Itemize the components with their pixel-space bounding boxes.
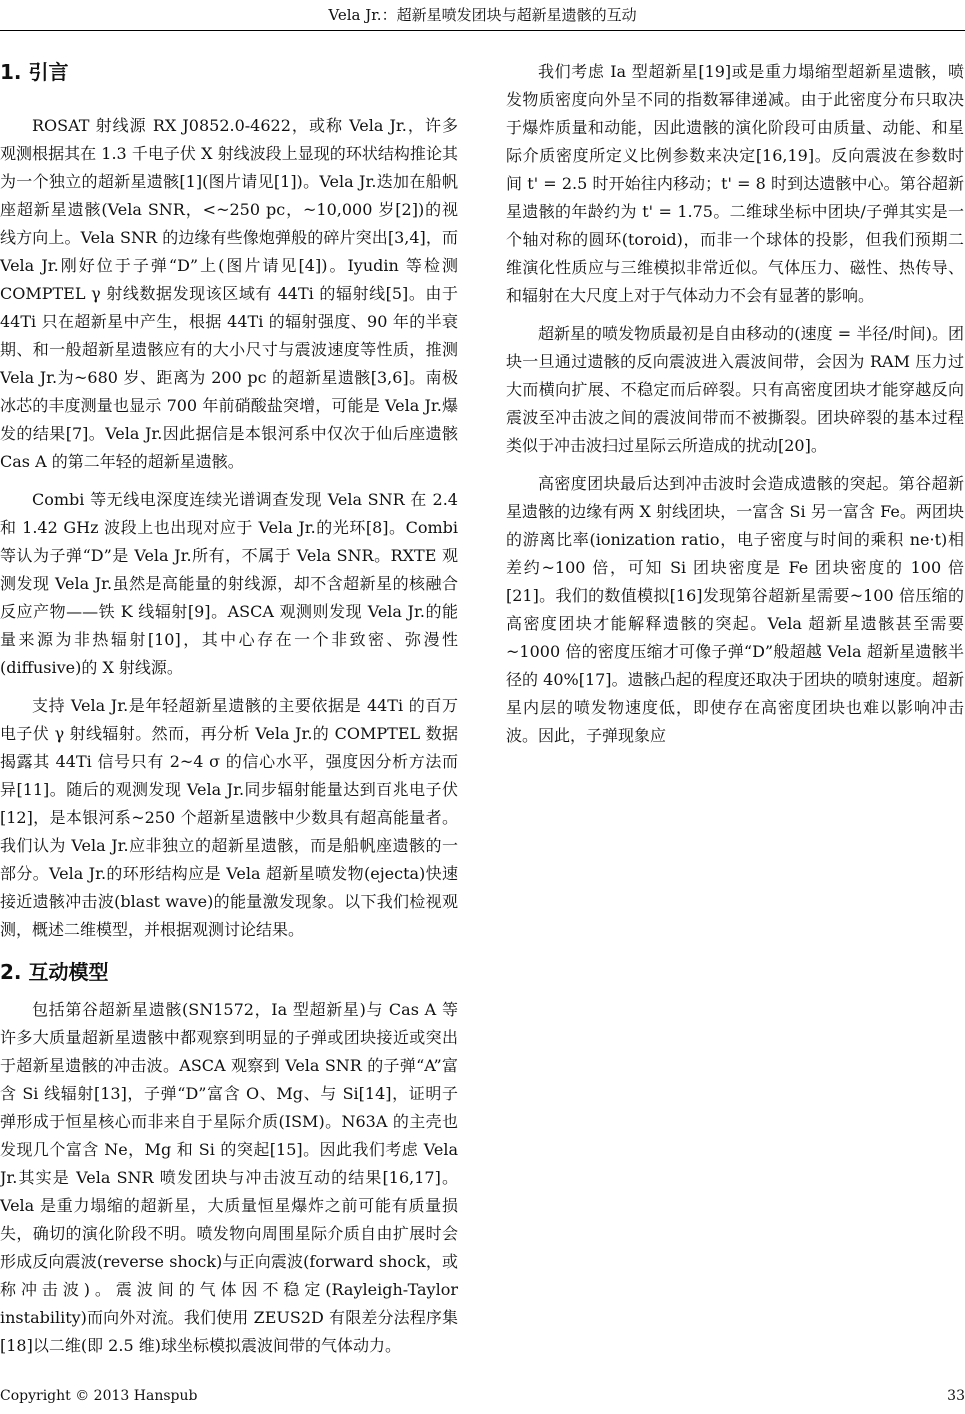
paragraph: 高密度团块最后达到冲击波时会造成遗骸的突起。第谷超新星遗骸的边缘有两 X 射线团块，一富含 Si 另一富含 Fe。两团块的游离比率(ionization ratio，电子密度与时间的乘积 ne·t)相差约~100 倍，可知 Si 团块密度是 Fe 团块密度的 100 倍[21]。我们的数值模拟[16]发现第谷超新星需要~100 倍压缩的高密度团块才能解释遗骸的突起。Vela 超新星遗骸甚至需要~1000 倍的密度压缩才可像子弹“D”般超越 Vela 超新星遗骸半径的 40%[17]。遗骸凸起的程度还取决于团块的喷射速度。超新星内层的喷发物速度低，即使存在高密度团块也难以影响冲击波。因此，子弹现象应 [506, 474, 964, 745]
left-column [0, 58, 458, 1360]
copyright-notice: Copyright © 2013 Hanspub [0, 1388, 198, 1404]
section-2-heading: 2. 互动模型 [0, 960, 109, 984]
paragraph: Combi 等无线电深度连续光谱调查发现 Vela SNR 在 2.4 和 1.42 GHz 波段上也出现对应于 Vela Jr.的光环[8]。Combi 等认为子弹“D”是 Vela Jr.所有，不属于 Vela SNR。RXTE 观测发现 Vela Jr.虽然是高能量的射线源，却不含超新星的核融合反应产物——铁 K 线辐射[9]。ASCA 观测则发现 Vela Jr.的能量来源为非热辐射[10]，其中心存在一个非致密、弥漫性(diffusive)的 X 射线源。 [0, 490, 458, 677]
section-1-heading: 1. 引言 [0, 60, 69, 84]
paragraph: 包括第谷超新星遗骸(SN1572，Ia 型超新星)与 Cas A 等许多大质量超新星遗骸中都观察到明显的子弹或团块接近或突出于超新星遗骸的冲击波。ASCA 观察到 Vela SNR 的子弹“A”富含 Si 线辐射[13]，子弹“D”富含 O、Mg、与 Si[14]，证明子弹形成于恒星核心而非来自于星际介质(ISM)。N63A 的主壳也发现几个富含 Ne，Mg 和 Si 的突起[15]。因此我们考虑 Vela Jr.其实是 Vela SNR 喷发团块与冲击波互动的结果[16,17]。Vela 是重力塌缩的超新星，大质量恒星爆炸之前可能有质量损失，确切的演化阶段不明。喷发物向周围星际介质自由扩展时会形成反向震波(reverse shock)与正向震波(forward shock，或称冲击波)。震波间的气体因不稳定(Rayleigh-Taylor instability)而向外对流。我们使用 ZEUS2D 有限差分法程序集[18]以二维(即 2.5 维)球坐标模拟震波间带的气体动力。 [0, 1000, 458, 1355]
paragraph: 超新星的喷发物质最初是自由移动的(速度 = 半径/时间)。团块一旦通过遗骸的反向震波进入震波间带，会因为 RAM 压力过大而横向扩展、不稳定而后碎裂。只有高密度团块才能穿越反向震波至冲击波之间的震波间带而不被撕裂。团块碎裂的基本过程类似于冲击波扫过星际云所造成的扰动[20]。 [506, 324, 964, 455]
header-divider [0, 30, 965, 31]
paragraph: 我们考虑 Ia 型超新星[19]或是重力塌缩型超新星遗骸，喷发物质密度向外呈不同的指数幂律递减。由于此密度分布只取决于爆炸质量和动能，因此遗骸的演化阶段可由质量、动能、和星际介质密度所定义比例参数来决定[16,19]。反向震波在参数时间 t' = 2.5 时开始往内移动；t' = 8 时到达遗骸中心。第谷超新星遗骸的年龄约为 t' = 1.75。二维球坐标中团块/子弹其实是一个轴对称的圆环(toroid)，而非一个球体的投影，但我们预期二维演化性质应与三维模拟非常近似。气体压力、磁性、热传导、和辐射在大尺度上对于气体动力不会有显著的影响。 [506, 62, 964, 305]
right-column [506, 58, 964, 750]
running-header: Vela Jr.：超新星喷发团块与超新星遗骸的互动 [328, 6, 637, 24]
paragraph: ROSAT 射线源 RX J0852.0-4622，或称 Vela Jr.，许多观测根据其在 1.3 千电子伏 X 射线波段上显现的环状结构推论其为一个独立的超新星遗骸[1](图片请见[1])。Vela Jr.迭加在船帆座超新星遗骸(Vela SNR，<~250 pc，~10,000 岁[2])的视线方向上。Vela SNR 的边缘有些像炮弹般的碎片突出[3,4]，而 Vela Jr.刚好位于子弹“D”上(图片请见[4])。Iyudin 等检测 COMPTEL γ 射线数据发现该区域有 44Ti 的辐射线[5]。由于 44Ti 只在超新星中产生，根据 44Ti 的辐射强度、90 年的半衰期、和一般超新星遗骸应有的大小尺寸与震波速度等性质，推测 Vela Jr.为~680 岁、距离为 200 pc 的超新星遗骸[3,6]。南极冰芯的丰度测量也显示 700 年前硝酸盐突增，可能是 Vela Jr.爆发的结果[7]。Vela Jr.因此据信是本银河系中仅次于仙后座遗骸 Cas A 的第二年轻的超新星遗骸。 [0, 116, 458, 471]
page-number: 33 [947, 1388, 965, 1404]
paragraph: 支持 Vela Jr.是年轻超新星遗骸的主要依据是 44Ti 的百万电子伏 γ 射线辐射。然而，再分析 Vela Jr.的 COMPTEL 数据揭露其 44Ti 信号只有 2~4 σ 的信心水平，强度因分析方法而异[11]。随后的观测发现 Vela Jr.同步辐射能量达到百兆电子伏[12]，是本银河系~250 个超新星遗骸中少数具有超高能量者。我们认为 Vela Jr.应非独立的超新星遗骸，而是船帆座遗骸的一部分。Vela Jr.的环形结构应是 Vela 超新星喷发物(ejecta)快速接近遗骸冲击波(blast wave)的能量激发现象。以下我们检视观测，概述二维模型，并根据观测讨论结果。 [0, 696, 458, 939]
